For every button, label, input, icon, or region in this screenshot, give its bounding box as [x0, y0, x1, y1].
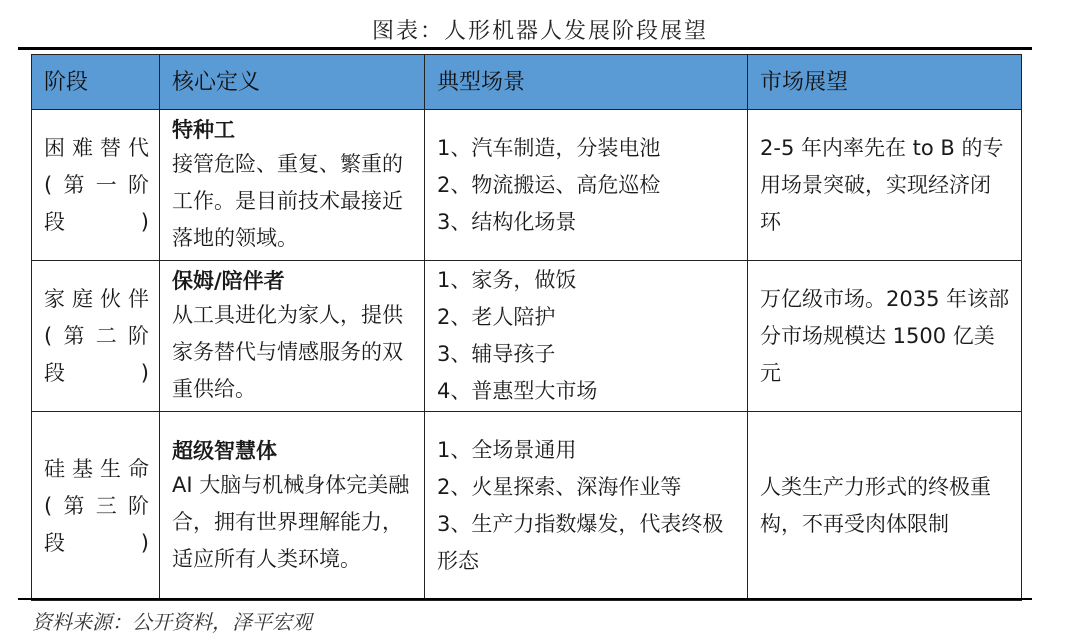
header-outlook: 市场展望 [748, 55, 1022, 110]
stage-line: 家庭伙伴 [44, 286, 149, 311]
header-scenarios: 典型场景 [425, 55, 748, 110]
header-definition: 核心定义 [160, 55, 425, 110]
definition-cell [160, 261, 425, 412]
stage-line: (第二阶 [44, 323, 149, 348]
scenario-cell [425, 412, 748, 601]
stage-line: 硅基生命 [44, 456, 149, 481]
scenario-item: 1、家务，做饭 [437, 268, 577, 292]
table-row [32, 110, 1022, 261]
bottom-rule [18, 598, 1032, 600]
table-row [32, 261, 1022, 412]
stage-line: 困难替代 [44, 135, 149, 160]
stage-table [31, 54, 1022, 601]
stage-line: (第一阶 [44, 172, 149, 197]
table-title: 图表：人形机器人发展阶段展望 [371, 19, 708, 44]
stage-line: 段) [44, 209, 149, 234]
definition-text: 接管危险、重复、繁重的工作。是目前技术最接近落地的领域。 [172, 151, 403, 250]
top-rule [18, 47, 1032, 50]
scenario-item: 2、火星探索、深海作业等 [437, 475, 682, 499]
table-row [32, 412, 1022, 601]
stage-cell [32, 412, 160, 601]
scenario-item: 3、结构化场景 [437, 209, 577, 234]
outlook-cell: 万亿级市场。2035 年该部分市场规模达 1500 亿美元 [748, 261, 1022, 412]
stage-line: 段) [44, 360, 149, 385]
definition-title: 特种工 [172, 117, 235, 142]
source-note: 资料来源：公开资料，泽平宏观 [32, 610, 312, 634]
scenario-item: 4、普惠型大市场 [437, 379, 598, 403]
scenario-cell [425, 261, 748, 412]
definition-text: 从工具进化为家人，提供家务替代与情感服务的双重供给。 [172, 302, 403, 401]
stage-line: 段) [44, 530, 149, 555]
stage-cell [32, 110, 160, 261]
stage-line: (第三阶 [44, 493, 149, 518]
definition-cell [160, 412, 425, 601]
scenario-item: 1、汽车制造，分装电池 [437, 135, 661, 160]
scenario-item: 1、全场景通用 [437, 438, 577, 462]
header-row [32, 55, 1022, 110]
scenario-item: 3、生产力指数爆发，代表终极形态 [437, 512, 724, 573]
outlook-cell: 2-5 年内率先在 to B 的专用场景突破，实现经济闭环 [748, 110, 1022, 261]
scenario-item: 2、物流搬运、高危巡检 [437, 172, 661, 197]
definition-text: AI 大脑与机械身体完美融合，拥有世界理解能力，适应所有人类环境。 [172, 472, 410, 571]
outlook-cell: 人类生产力形式的终极重构，不再受肉体限制 [748, 412, 1022, 601]
definition-title: 超级智慧体 [172, 438, 277, 463]
scenario-item: 3、辅导孩子 [437, 342, 556, 366]
definition-title: 保姆/陪伴者 [172, 268, 285, 293]
definition-cell [160, 110, 425, 261]
scenario-cell [425, 110, 748, 261]
stage-cell [32, 261, 160, 412]
header-stage: 阶段 [32, 55, 160, 110]
scenario-item: 2、老人陪护 [437, 305, 556, 329]
